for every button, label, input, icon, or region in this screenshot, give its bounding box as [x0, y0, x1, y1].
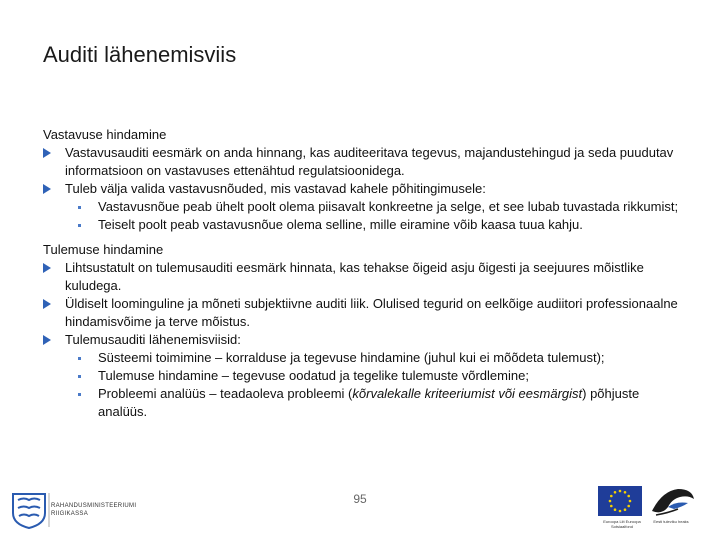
square-bullet-icon [78, 393, 81, 396]
section-heading-compliance: Vastavuse hindamine [43, 127, 167, 142]
estonian-swallow-logo [648, 485, 696, 521]
sub-bullet-item: Probleemi analüüs – teadaoleva probleemi (kõrvalekalle kriteeriumist või eesmärgist) põhjuste analüüs. [43, 385, 683, 421]
organization-name: RAHANDUSMINISTEERIUMI RIIGIKASSA [51, 503, 137, 517]
bullet-item: Tulemusauditi lähenemisviisid: [43, 331, 683, 349]
italic-phrase: kõrvalekalle kriteeriumist või eesmärgist [352, 386, 583, 401]
sub-bullet-item: Süsteemi toimimine – korralduse ja tegevuse hindamine (juhul kui ei mõõdeta tulemust); [43, 349, 683, 367]
sub-bullet-item: Tulemuse hindamine – tegevuse oodatud ja tegelike tulemuste võrdlemine; [43, 367, 683, 385]
square-bullet-icon [78, 357, 81, 360]
arrow-bullet-icon [43, 299, 51, 309]
section-heading-performance: Tulemuse hindamine [43, 242, 164, 257]
arrow-bullet-icon [43, 263, 51, 273]
bullet-item: Lihtsustatult on tulemusauditi eesmärk hinnata, kas tehakse õigeid asju õigesti ja seejuures mõistlike kuludega. [43, 259, 683, 295]
page-number: 95 [353, 492, 367, 506]
arrow-bullet-icon [43, 148, 51, 158]
slide-content [43, 126, 683, 421]
slide-title: Auditi lähenemisviis [43, 42, 237, 67]
sub-bullet-item: Teiselt poolt peab vastavusnõue olema selline, mille eiramine võib kaasa tuua kahju. [43, 216, 683, 234]
bullet-item: Vastavusauditi eesmärk on anda hinnang, kas auditeeritava tegevus, majandustehingud ja seda puudutav informatsioon on vastavuses ettenähtud regulatsioonidega. [43, 144, 683, 180]
bullet-item: Üldiselt loominguline ja mõneti subjektiivne auditi liik. Olulised tegurid on eelkõige audiitori professionaalne hindamisvõime ja terve mõistus. [43, 295, 683, 331]
bullet-item: Tuleb välja valida vastavusnõuded, mis vastavad kahele põhitingimusele: [43, 180, 683, 198]
arrow-bullet-icon [43, 335, 51, 345]
estonia-caption: Eesti tuleviku heaks [653, 519, 689, 524]
square-bullet-icon [78, 224, 81, 227]
square-bullet-icon [78, 206, 81, 209]
eu-caption: Euroopa Liit Euroopa Sotsiaalfond [603, 519, 641, 529]
square-bullet-icon [78, 375, 81, 378]
arrow-bullet-icon [43, 184, 51, 194]
sub-bullet-item: Vastavusnõue peab ühelt poolt olema piisavalt konkreetne ja selge, et see lubab tuvastada rikkumist; [43, 198, 683, 216]
